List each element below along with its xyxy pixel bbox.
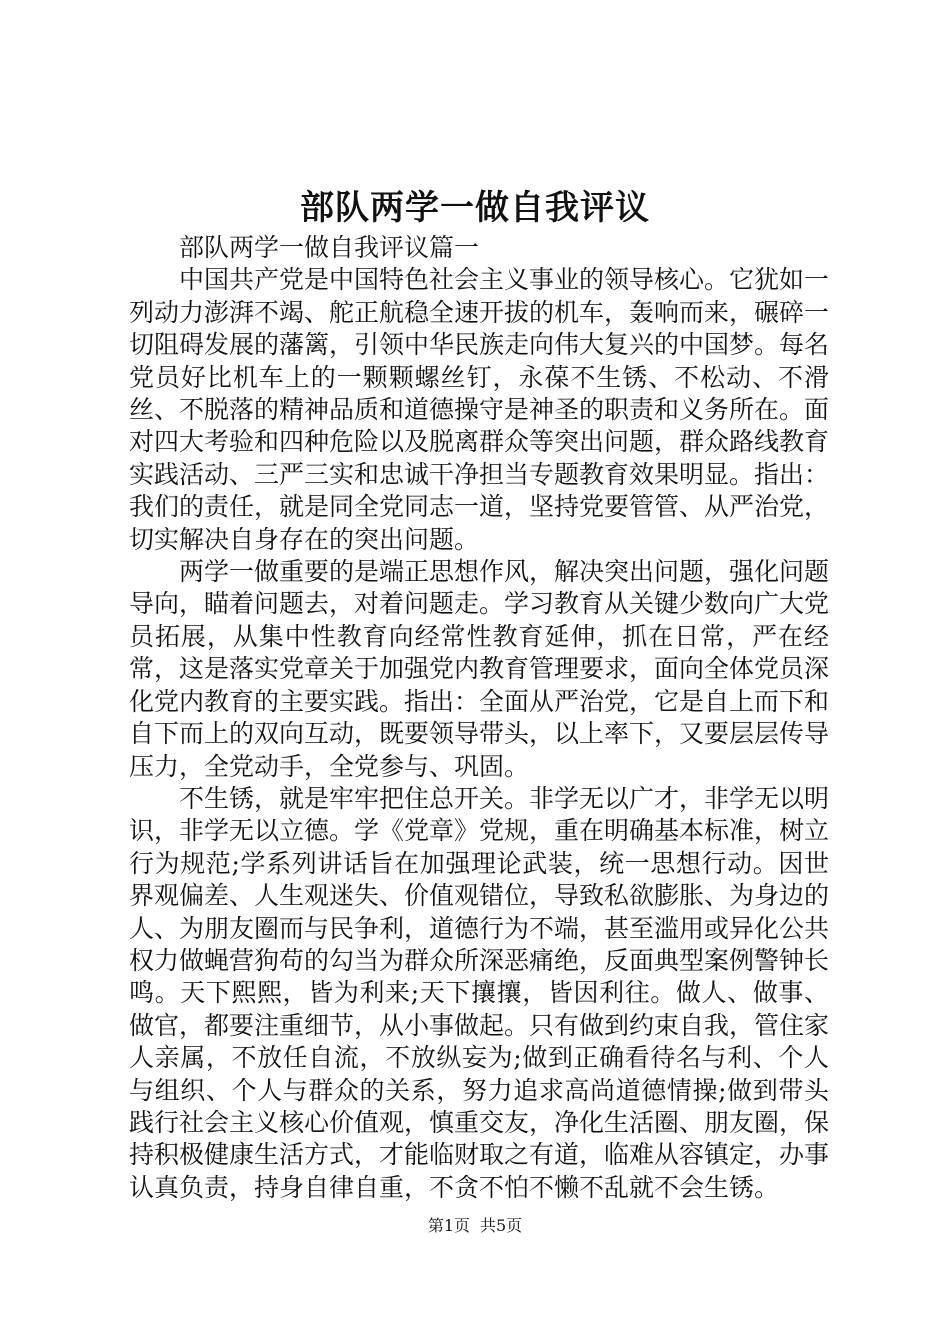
- paragraph-1: 中国共产党是中国特色社会主义事业的领导核心。它犹如一列动力澎湃不竭、舵正航稳全速开拔的机车，轰响而来，碾碎一切阻碍发展的藩篱，引领中华民族走向伟大复兴的中国梦。每名党员好比机车上的一颗颗螺丝钉，永葆不生锈、不松动、不滑丝、不脱落的精神品质和道德操守是神圣的职责和义务所在。面对四大考验和四种危险以及脱离群众等突出问题，群众路线教育实践活动、三严三实和忠诚干净担当专题教育效果明显。指出：我们的责任，就是同全党同志一道，坚持党要管管、从严治党，切实解决自身存在的突出问题。: [129, 265, 830, 554]
- section-heading: 部队两学一做自我评议篇一: [179, 233, 480, 262]
- paragraph-2: 两学一做重要的是端正思想作风，解决突出问题，强化问题导向，瞄着问题去，对着问题走。学习教育从关键少数向广大党员拓展，从集中性教育向经常性教育延伸，抓在日常，严在经常，这是落实党章关于加强党内教育管理要求，面向全体党员深化党内教育的主要实践。指出：全面从严治党，它是自上而下和自下而上的双向互动，既要领导带头，以上率下，又要层层传导压力，全党动手，全党参与、巩固。: [129, 557, 830, 781]
- document-body: [129, 232, 829, 1204]
- document-title: 部队两学一做自我评议: [300, 188, 650, 228]
- page-number: 第1页: [427, 1216, 470, 1235]
- page-footer: [0, 1216, 950, 1236]
- paragraph-3: 不生锈，就是牢牢把住总开关。非学无以广才，非学无以明识，非学无以立德。学《党章》党规，重在明确基本标准，树立行为规范;学系列讲话旨在加强理论武装，统一思想行动。因世界观偏差、人生观迷失、价值观错位，导致私欲膨胀、为身边的人、为朋友圈而与民争利，道德行为不端，甚至滥用或异化公共权力做蝇营狗苟的勾当为群众所深恶痛绝，反面典型案例警钟长鸣。天下熙熙，皆为利来;天下攘攘，皆因利往。做人、做事、做官，都要注重细节，从小事做起。只有做到约束自我，管住家人亲属，不放任自流，不放纵妄为;做到正确看待名与利、个人与组织、个人与群众的关系，努力追求高尚道德情操;做到带头践行社会主义核心价值观，慎重交友，净化生活圈、朋友圈，保持积极健康生活方式，才能临财取之有道，临难从容镇定，办事认真负责，持身自律自重，不贪不怕不懒不乱就不会生锈。: [129, 783, 830, 1202]
- page-total: 共5页: [480, 1216, 523, 1235]
